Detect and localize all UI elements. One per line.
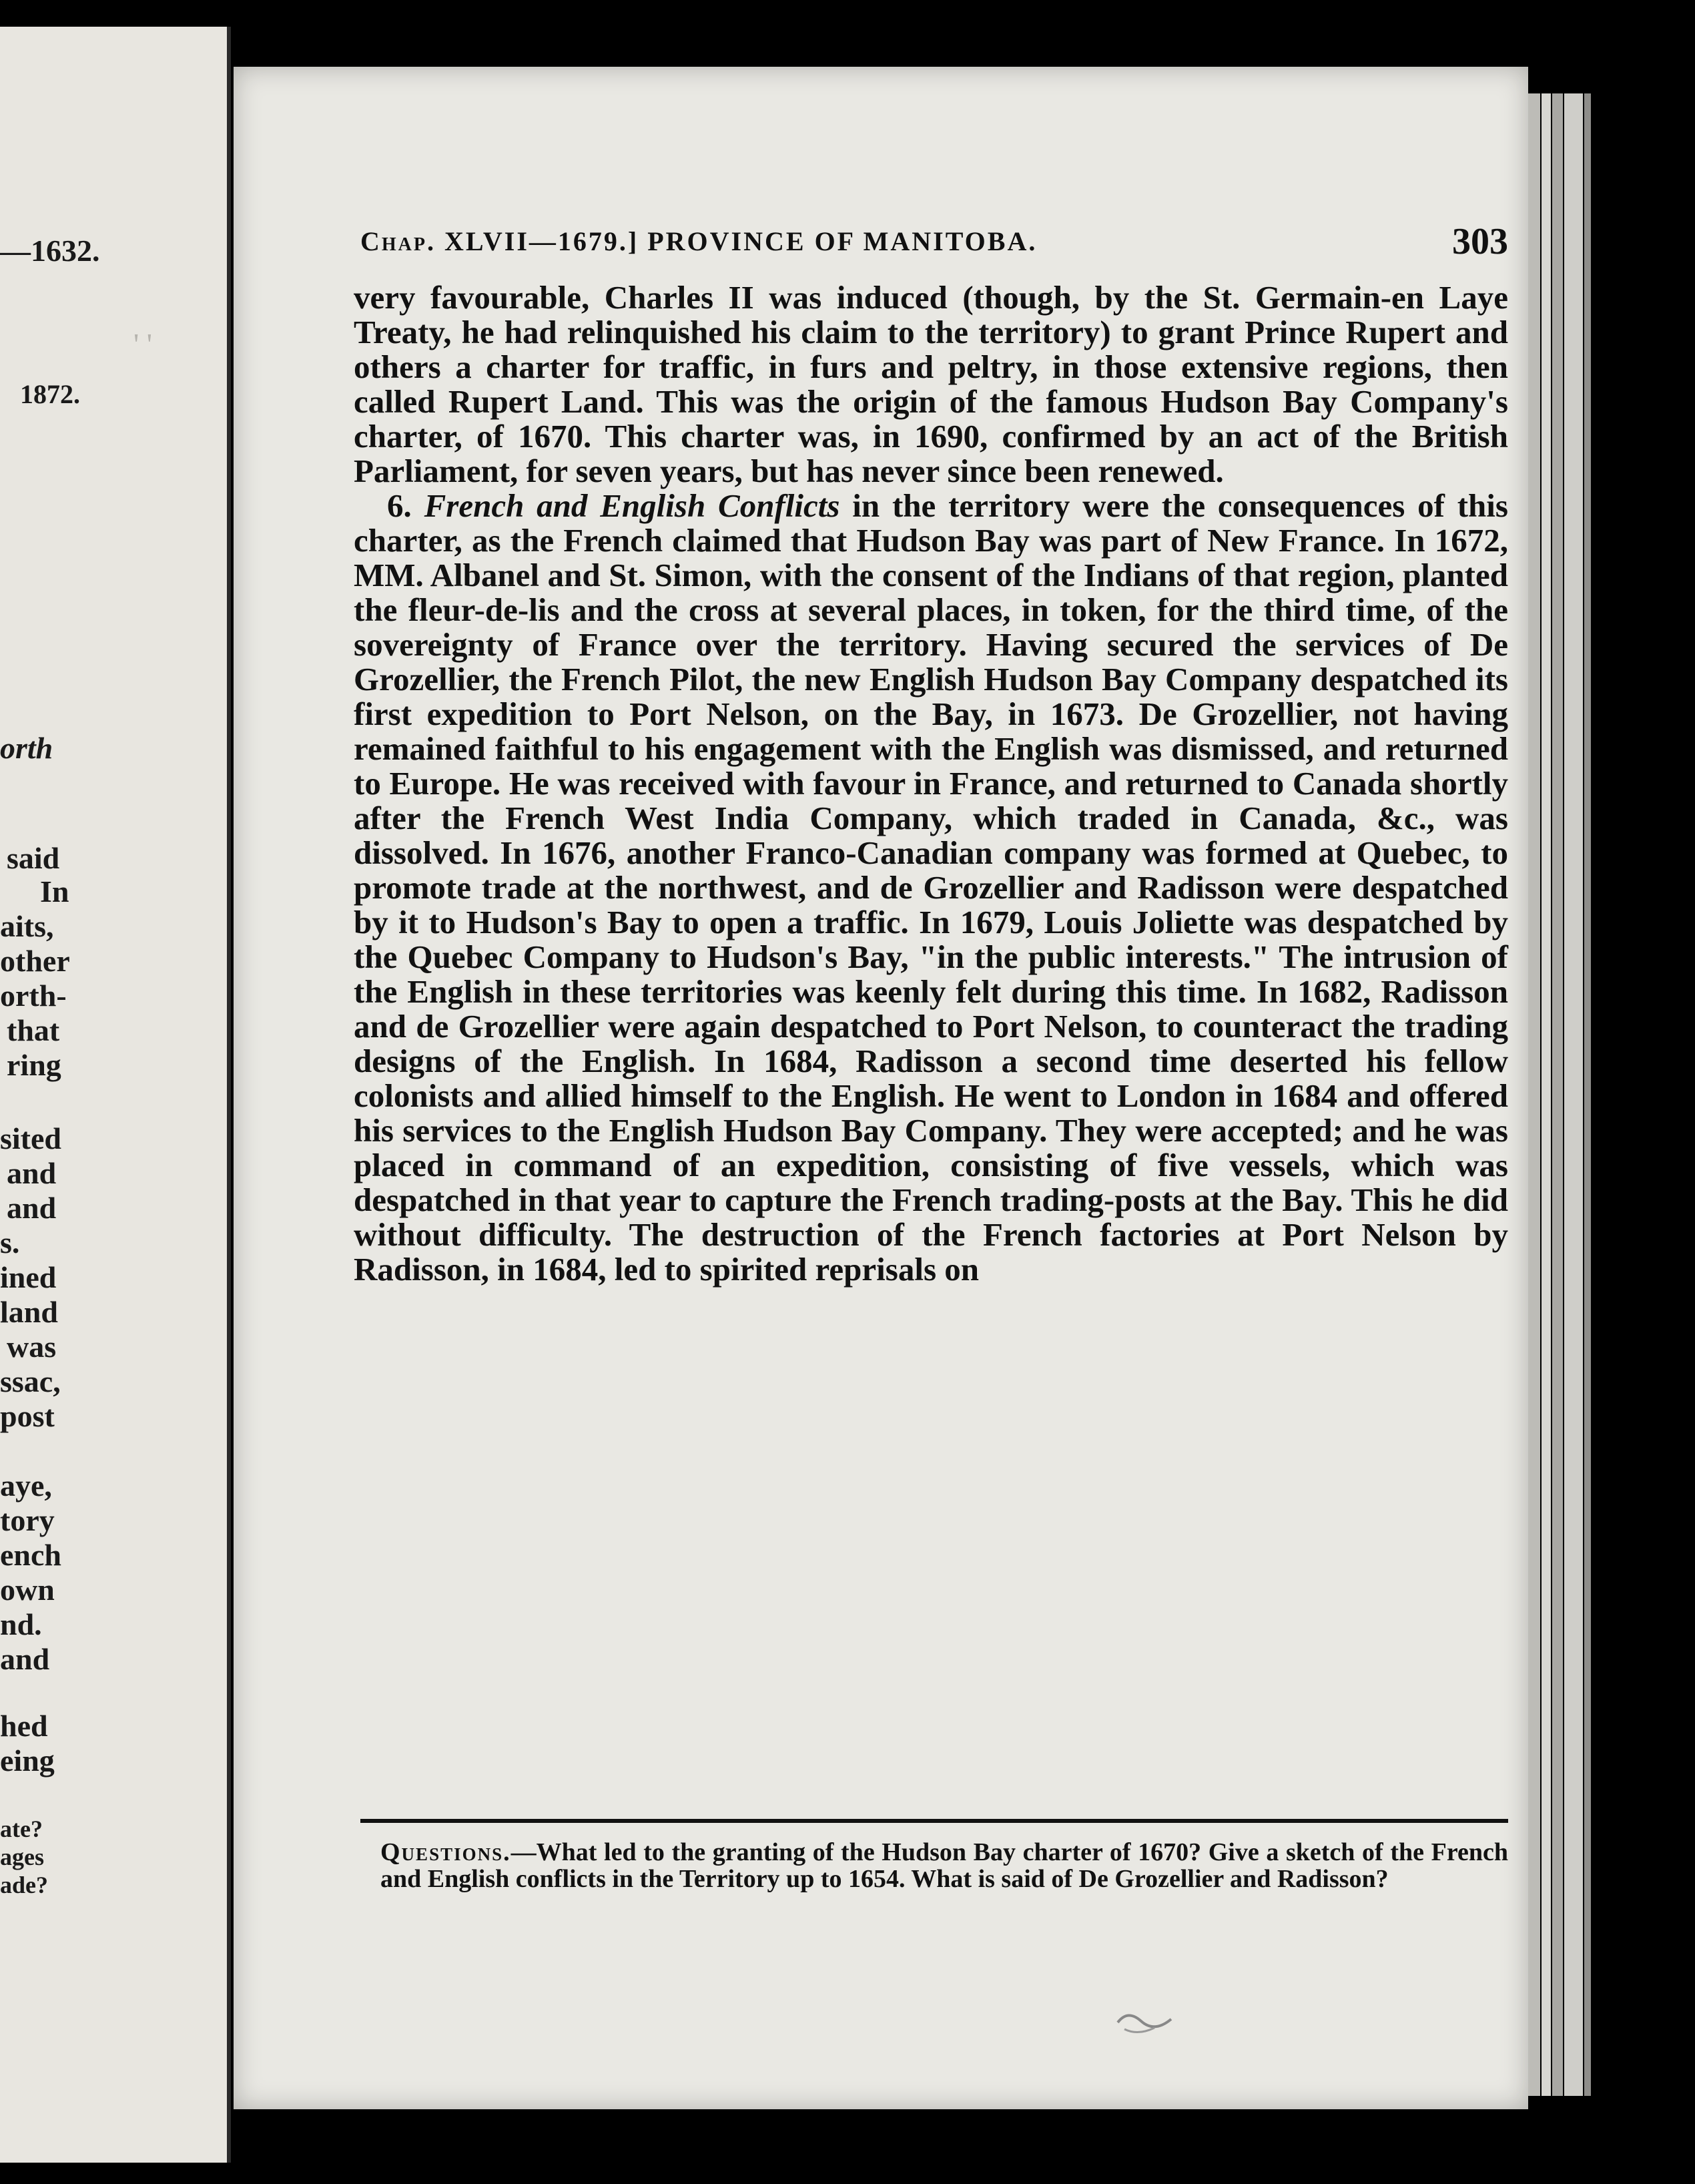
left-fragment: In	[40, 874, 69, 908]
left-fragment: ade?	[0, 1872, 48, 1898]
left-fragment: ages	[0, 1844, 44, 1870]
section-title: French and English Conflicts	[424, 487, 840, 524]
left-fragment: own	[0, 1573, 55, 1607]
page-edge	[1552, 93, 1563, 2096]
left-fragment: was	[7, 1330, 57, 1364]
left-fragment: sited	[0, 1121, 61, 1155]
page-header	[360, 220, 1508, 274]
footnote-rule	[360, 1819, 1508, 1823]
left-fragment: and	[7, 1156, 57, 1190]
left-fragment: ring	[7, 1048, 61, 1082]
page-edge	[1528, 93, 1540, 2096]
left-fragment: nd.	[0, 1607, 42, 1641]
paragraph	[354, 489, 1508, 1287]
left-fragment: ate?	[0, 1816, 43, 1842]
left-fragment: other	[0, 944, 70, 978]
questions-text: —What led to the granting of the Hudson Bay charter of 1670? Give a sketch of the French and English conflicts in the Territory up to 1654. What is said of De Grozellier and Radisson?	[380, 1838, 1508, 1893]
left-fragment: aye,	[0, 1468, 52, 1503]
left-fragment: hed	[0, 1709, 48, 1743]
page-edge	[1564, 93, 1583, 2096]
left-fragment: aits,	[0, 909, 54, 943]
left-fragment: s.	[0, 1225, 20, 1260]
left-fragment: that	[7, 1013, 60, 1047]
paragraph-text: in the territory were the consequences of this charter, as the French claimed that Hudson Bay was part of New France. In 1672, MM. Albanel and St. Simon, with the consent of the Indians of that region, planted the fleur-de-lis and the cross at several places, in token, for the third time, of the sovereignty of France over the territory. Having secured the services of De Grozellier, the French Pilot, the new English Hudson Bay Company despatched its first expedition to Port Nelson, on the Bay, in 1673. De Grozellier, not having remained faithful to his engagement with the English was dismissed, and returned to Europe. He was received with favour in France, and returned to Canada shortly after the French West India Company, which traded in Canada, &c., was dissolved. In 1676, another Franco-Canadian company was formed at Quebec, to promote trade at the northwest, and de Grozellier and Radisson were despatched by it to Hudson's Bay to open a traffic. In 1679, Louis Joliette was despatched by the Quebec Company to Hudson's Bay, "in the public interests." The intrusion of the English in these territories was keenly felt during this time. In 1682, Radisson and de Grozellier were again despatched to Port Nelson, to counteract the trading designs of the English. In 1684, Radisson a second time deserted his fellow colonists and allied himself to the English. He went to London in 1684 and offered his services to the English Hudson Bay Company. They were accepted; and he was placed in command of an expedition, consisting of five vessels, which was despatched in that year to capture the French trading-posts at the Bay. This he did without difficulty. The destruction of the French factories at Port Nelson by Radisson, in 1684, led to spirited reprisals on	[354, 487, 1508, 1288]
left-fragment: eing	[0, 1743, 55, 1778]
left-fragment: orth	[0, 731, 53, 765]
left-fragment: ined	[0, 1260, 57, 1294]
left-fragment: orth-	[0, 979, 67, 1013]
questions-label: Questions.	[380, 1838, 511, 1866]
library-stamp	[1114, 2002, 1174, 2042]
left-fragment: said	[7, 841, 60, 875]
left-fragment: ench	[0, 1538, 61, 1572]
paragraph: very favourable, Charles II was induced (though, by the St. Germain-en Laye Treaty, he had relinquished his claim to the territory) to grant Prince Rupert and others a charter for traffic, in furs and peltry, in those extensive regions, then called Rupert Land. This was the origin of the famous Hudson Bay Company's charter, of 1670. This charter was, in 1690, confirmed by an act of the British Parliament, for seven years, but has never since been renewed.	[354, 279, 1508, 489]
facing-page-left: —1632. 1872. ' ' orth said In aits, other orth- that ring sited and and s. ined land was ssac, post aye, tory ench own nd. and hed eing ate? ages ade?	[0, 27, 231, 2163]
section-number: 6.	[387, 487, 412, 524]
body-text	[354, 280, 1508, 1287]
left-fragment: tory	[0, 1503, 55, 1537]
page-number: 303	[1452, 221, 1508, 262]
left-fragment: land	[0, 1295, 58, 1329]
running-head: Chap. XLVII—1679.] PROVINCE OF MANITOBA.	[360, 226, 1038, 256]
questions-footnote	[380, 1839, 1508, 1892]
left-fragment: and	[7, 1191, 57, 1225]
book-page	[234, 67, 1528, 2109]
left-fragment: —1632.	[0, 234, 100, 268]
left-fragment: 1872.	[20, 379, 80, 409]
page-edge	[1584, 93, 1591, 2096]
left-fragment: ssac,	[0, 1364, 61, 1398]
page-edge	[1542, 93, 1551, 2096]
left-fragment: post	[0, 1399, 55, 1433]
left-fragment: and	[0, 1642, 50, 1676]
